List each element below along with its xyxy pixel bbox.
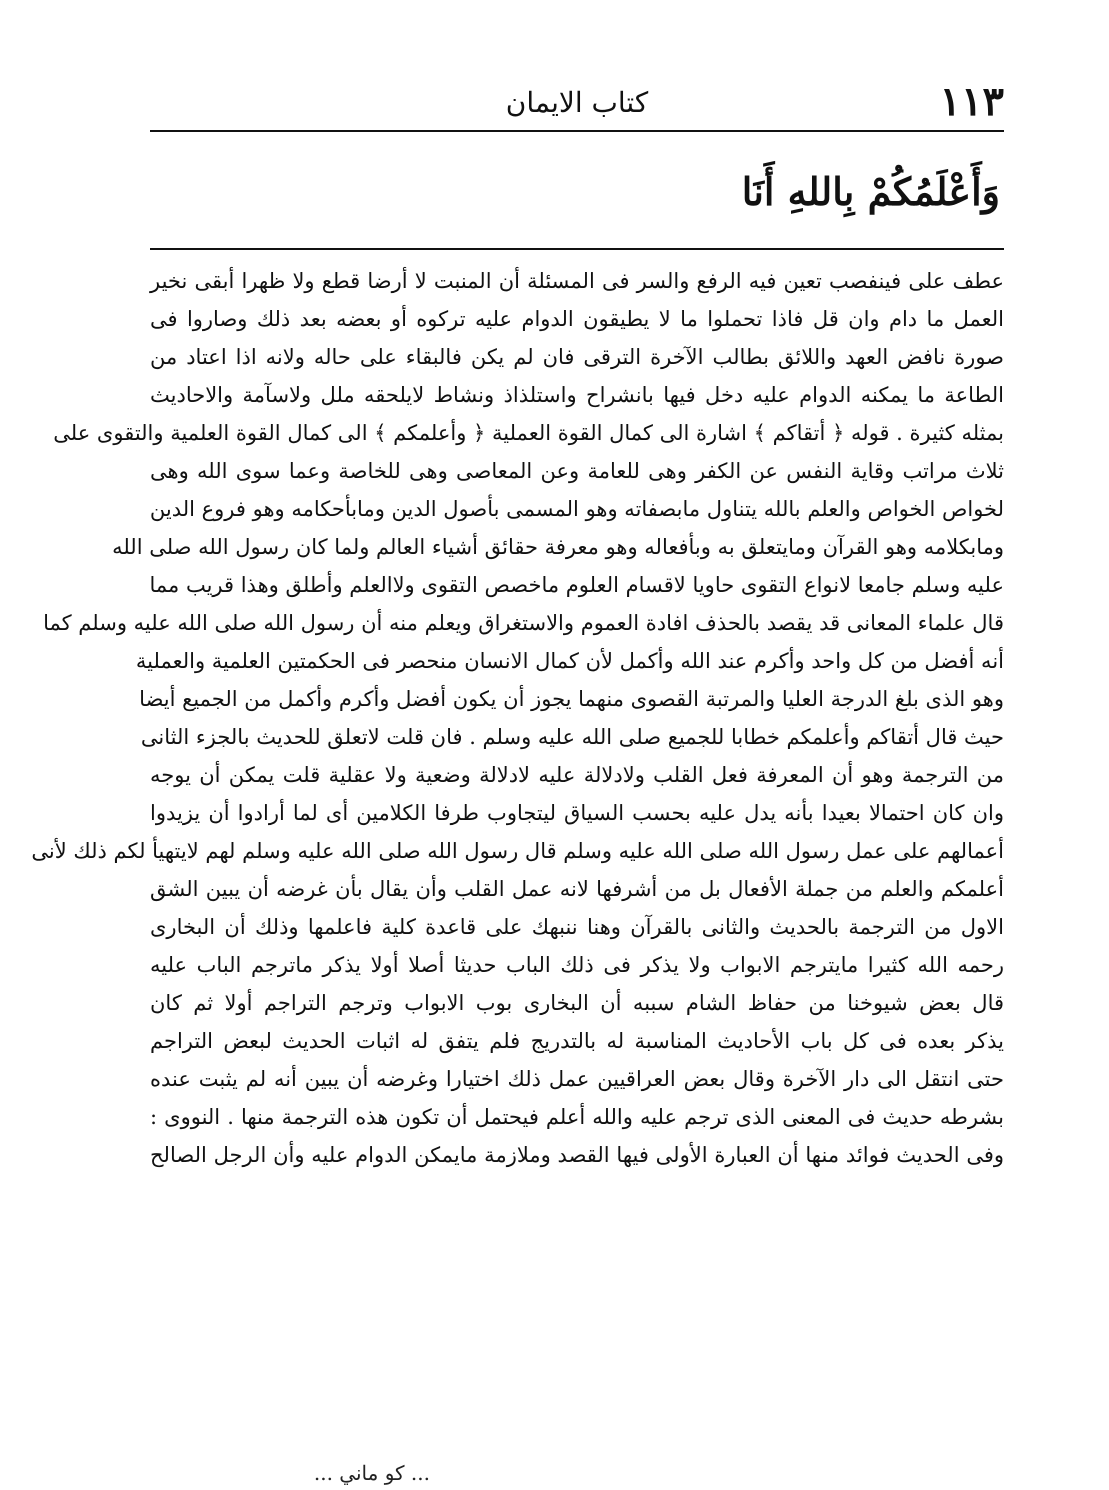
commentary-line: من الترجمة وهو أن المعرفة فعل القلب ولادلالة عليه لادلالة وضعية ولا عقلية قلت يمكن أن يوجه <box>150 763 1004 787</box>
commentary-line: الاول من الترجمة بالحديث والثانى بالقرآن وهنا ننبهك على قاعدة كلية فاعلمها وذلك أن البخارى <box>150 915 1004 939</box>
commentary-line: وفى الحديث فوائد منها أن العبارة الأولى فيها القصد وملازمة مايمكن الدوام عليه وأن الرجل الصالح <box>150 1143 1004 1167</box>
commentary-line: بمثله كثيرة . قوله ﴿ أتقاكم ﴾ اشارة الى كمال القوة العملية ﴿ وأعلمكم ﴾ الى كمال القوة العلمية والتقوى على <box>53 421 1004 445</box>
commentary-line: وهو الذى بلغ الدرجة العليا والمرتبة القصوى منهما يجوز أن يكون أفضل وأكرم وأكمل من الجميع أيضا <box>139 687 1004 711</box>
commentary-line: قال بعض شيوخنا من حفاظ الشام سببه أن البخارى بوب الابواب وترجم التراجم أولا ثم كان <box>150 991 1005 1015</box>
commentary-line: أعمالهم على عمل رسول الله صلى الله عليه وسلم قال رسول الله صلى الله عليه وسلم لهم لايتهيأ لكم ذلك لأنى <box>31 839 1004 863</box>
commentary-line: بشرطه حديث فى المعنى الذى ترجم عليه والله أعلم فيحتمل أن تكون هذه الترجمة منها . النووى : <box>150 1105 1004 1129</box>
commentary-line: رحمه الله كثيرا مايترجم الابواب ولا يذكر فى ذلك الباب حديثا أصلا أولا يذكر ماترجم الباب عليه <box>150 953 1004 977</box>
commentary-line: أنه أفضل من كل واحد وأكرم عند الله وأكمل لأن كمال الانسان منحصر فى الحكمتين العلمية والعملية <box>135 649 1004 673</box>
commentary-line: حتى انتقل الى دار الآخرة وقال بعض العراقيين عمل ذلك اختيارا وغرضه أن يبين أنه لم يثبت عنده <box>150 1067 1004 1091</box>
commentary-line: حيث قال أتقاكم وأعلمكم خطابا للجميع صلى الله عليه وسلم . فان قلت لاتعلق للحديث بالجزء الثانى <box>140 725 1004 749</box>
page-header <box>150 70 1004 134</box>
commentary-line: صورة نافض العهد واللائق بطالب الآخرة الترقى فان لم يكن فالبقاء على حاله ولانه اذا اعتاد من <box>150 345 1004 369</box>
commentary-line: ثلاث مراتب وقاية النفس عن الكفر وهى للعامة وعن المعاصى وهى للخاصة وعما سوى الله وهى <box>150 459 1004 483</box>
header-divider <box>150 130 1004 132</box>
commentary-line: عليه وسلم جامعا لانواع التقوى حاويا لاقسام العلوم ماخصص التقوى ولاالعلم وأطلق وهذا قريب مما <box>149 573 1004 597</box>
commentary-line: قال علماء المعانى قد يقصد بالحذف افادة العموم والاستغراق ويعلم منه أن رسول الله صلى الله عليه وسلم كما <box>43 611 1004 635</box>
commentary-body <box>31 262 1005 1174</box>
page-number: ١١٣ <box>939 78 1004 125</box>
commentary-line: عطف على فينفصب تعين فيه الرفع والسر فى المسئلة أن المنبت لا أرضا قطع ولا ظهرا أبقى نخير <box>150 269 1004 293</box>
commentary-line: العمل ما دام وان قل فاذا تحملوا ما لا يطيقون الدوام عليه تركوه أو بعضه بعد ذلك وصاروا فى <box>150 307 1004 331</box>
commentary-line: لخواص الخواص والعلم بالله يتناول مابصفاته وهو المسمى بأصول الدين ومابأحكامه وهو فروع الدين <box>149 497 1004 521</box>
cut-off-footer-text: ... كو ماني ... <box>313 1461 430 1485</box>
hadith-text: وَأَعْلَمُكُمْ بِاللهِ أَنَا <box>741 169 1000 214</box>
commentary-line: وان كان احتمالا بعيدا بأنه يدل عليه بحسب السياق ليتجاوب طرفا الكلامين أى لما أرادوا أن يزيدوا <box>150 801 1004 825</box>
commentary-line: أعلمكم والعلم من جملة الأفعال بل من أشرفها لانه عمل القلب وأن يقال بأن غرضه أن يبين الشق <box>150 877 1004 901</box>
commentary-divider <box>150 248 1004 250</box>
commentary-line: يذكر بعده فى كل باب الأحاديث المناسبة له بالتدريج فلم يتفق له اثبات الحديث لبعض التراجم <box>150 1029 1004 1053</box>
commentary-line: الطاعة ما يمكنه الدوام عليه دخل فيها بانشراح واستلذاذ ونشاط لايلحقه ملل ولاسآمة والاحاديث <box>150 383 1004 407</box>
commentary-line: ومابكلامه وهو القرآن ومايتعلق به وبأفعاله وهو معرفة حقائق أشياء العالم ولما كان رسول الله صلى الله <box>112 535 1004 559</box>
book-title: كتاب الايمان <box>505 86 649 119</box>
